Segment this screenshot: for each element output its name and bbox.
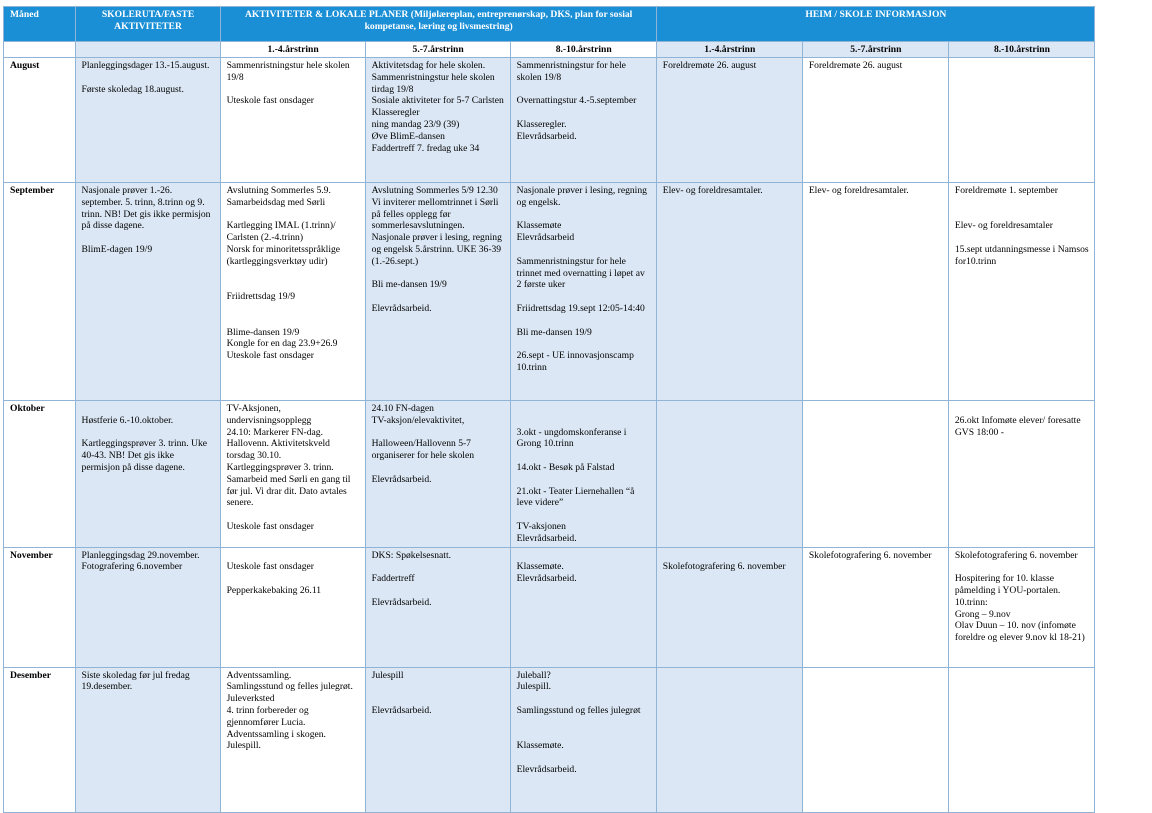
home-8-10-cell — [948, 547, 1094, 667]
activities-1-4-cell — [220, 401, 365, 548]
spacer — [517, 244, 651, 256]
entry-text: Foreldremøte 26. august — [662, 60, 757, 71]
entry-text: Nasjonale prøver i lesing, regning og engelsk 5.årstrinn. UKE 36-39 (1.-26.sept.) — [371, 232, 502, 267]
spacer — [227, 84, 360, 96]
grade-blank-cell — [4, 42, 76, 58]
entry-text: Kartleggingsprøver 3. trinn. Uke 40-43. NB! Det gis ikke permisjon på disse dagene. — [81, 438, 208, 473]
entry-text: Elevrådsarbeid. — [371, 473, 432, 485]
grade-header-row — [4, 42, 1095, 58]
entry-text: Elevrådsarbeid — [516, 232, 575, 244]
entry-text: Uteskole fast onsdager — [226, 520, 314, 532]
entry-text: 14.okt - Besøk på Falstad — [516, 461, 615, 473]
entry-text: Sosiale aktiviteter for 5-7 Carlsten — [371, 95, 504, 107]
month-row — [4, 183, 1095, 401]
activities-5-7-cell — [365, 401, 510, 548]
entry-text: Grong – 9.nov — [954, 608, 1011, 620]
spacer — [82, 232, 215, 244]
entry-text: Siste skoledag før jul fredag 19.desember. — [81, 669, 190, 693]
entry-text: Hospitering for 10. klasse påmelding i YOU-portalen. — [954, 573, 1061, 596]
spacer — [372, 268, 505, 280]
entry-text: Sammenristningstur for hele trinnet med overnatting i løpet av 2 første uker — [516, 255, 645, 291]
home-5-7-cell — [802, 183, 948, 401]
entry-text: BlimE-dagen 19/9 — [81, 243, 153, 255]
entry-text: Kartlegging IMAL (1.trinn)/ Carlsten (2.-4.trinn) — [226, 220, 336, 244]
entry-text: Juleball? — [516, 669, 551, 681]
activities-8-10-cell — [510, 58, 656, 183]
entry-text: Foreldremøte 1. september — [954, 185, 1058, 196]
spacer — [517, 474, 651, 486]
entry-text: Fotografering 6.november — [81, 561, 183, 573]
header-month: Måned — [4, 7, 76, 42]
entry-text: Aktivitetsdag for hele skolen. — [371, 60, 486, 71]
home-8-10-cell — [948, 58, 1094, 183]
spacer — [372, 462, 505, 474]
entry-text: Faddertreff — [371, 573, 415, 585]
home-8-10-cell — [948, 401, 1094, 548]
entry-text: Adventssamling i skogen. — [226, 728, 326, 740]
spacer — [517, 415, 651, 427]
grade-label: 8.-10.årstrinn — [510, 42, 656, 58]
spacer — [372, 291, 505, 303]
entry-text: Klassemøte. — [516, 561, 564, 573]
home-5-7-cell — [802, 58, 948, 183]
spacer — [517, 550, 651, 562]
entry-text: Planleggingsdager 13.-15.august. — [81, 60, 210, 71]
entry-text: Adventssamling. — [226, 669, 292, 681]
month-label: Desember — [4, 667, 76, 812]
spacer — [227, 315, 360, 327]
entry-text: Sammenristningstur hele skolen 19/8 — [226, 60, 350, 83]
home-1-4-cell — [656, 58, 802, 183]
home-5-7-cell — [802, 401, 948, 548]
entry-text: 15.sept utdanningsmesse i Namsos for10.trinn — [954, 243, 1089, 267]
entry-text: Elevrådsarbeid. — [516, 763, 577, 775]
activities-8-10-cell — [510, 667, 656, 812]
spacer — [517, 752, 651, 764]
calendar-cell — [75, 58, 220, 183]
grade-label: 1.-4.årstrinn — [656, 42, 802, 58]
header-activities: AKTIVITETER & LOKALE PLANER (Miljølæreplan, entreprenørskap, DKS, plan for sosial kompetanse, læring og livsmestring) — [220, 7, 656, 42]
entry-text: Planleggingsdag 29.november. — [81, 549, 200, 561]
entry-text: Elevrådsarbeid. — [516, 130, 577, 142]
entry-text: Høstferie 6.-10.oktober. — [81, 414, 174, 426]
entry-text: Julespill — [371, 669, 404, 681]
entry-text: Pepperkakebaking 26.11 — [226, 584, 322, 596]
entry-text: 4. trinn forbereder og gjennomfører Lucia. — [226, 704, 309, 728]
entry-text: 3.okt - ungdomskonferanse i Grong 10.trinn — [516, 426, 627, 450]
entry-text: TV-Aksjonen, undervisningsopplegg — [226, 403, 312, 426]
spacer — [517, 403, 651, 415]
entry-text: Hallovenn. Aktivitetskveld torsdag 30.10. — [226, 438, 330, 462]
entry-text: TV-aksjon/elevaktivitet, — [371, 414, 465, 426]
activities-1-4-cell — [220, 183, 365, 401]
spacer — [372, 561, 505, 573]
entry-text: Avslutning Sommerles 5/9 12.30 — [371, 185, 498, 196]
grade-label: 5.-7.årstrinn — [365, 42, 510, 58]
entry-text: Kongle for en dag 23.9+26.9 — [226, 338, 338, 350]
entry-text: 10.trinn: — [954, 596, 988, 608]
entry-text: Uteskole fast onsdager — [226, 350, 314, 362]
entry-text: Elev- og foreldresamtaler. — [662, 185, 763, 196]
spacer — [517, 84, 651, 96]
month-label: November — [4, 547, 76, 667]
entry-text: Avslutning Sommerles 5.9. Samarbeidsdag med Sørli — [226, 185, 331, 208]
entry-text: 26.okt Infomøte elever/ foresatte GVS 18:00 - — [954, 414, 1081, 438]
entry-text: ning mandag 23/9 (39) — [371, 118, 460, 130]
entry-text: Norsk for minoritetsspråklige (kartleggingsverktøy udir) — [226, 243, 341, 267]
activities-1-4-cell — [220, 58, 365, 183]
home-1-4-cell — [656, 183, 802, 401]
spacer — [517, 338, 651, 350]
spacer — [227, 279, 360, 291]
entry-text: Julespill. — [226, 740, 261, 752]
entry-text: Uteskole fast onsdager — [226, 561, 314, 573]
entry-text: Halloween/Hallovenn 5-7 organiserer for hele skolen — [371, 438, 474, 462]
entry-text: Elevrådsarbeid. — [371, 302, 432, 314]
month-label: September — [4, 183, 76, 401]
spacer — [517, 717, 651, 729]
spacer — [372, 681, 505, 693]
entry-text: Samarbeid med Sørli en gang til før jul. Vi drar dit. Dato avtales senere. — [226, 473, 351, 509]
entry-text: Foreldremøte 26. august — [808, 60, 903, 71]
entry-text: Sammenristningstur for hele skolen 19/8 — [516, 60, 626, 83]
entry-text: Elevrådsarbeid. — [371, 596, 432, 608]
entry-text: Elevrådsarbeid. — [516, 532, 577, 544]
activities-5-7-cell — [365, 58, 510, 183]
entry-text: Samlingsstund og felles julegrøt. — [226, 681, 353, 693]
calendar-cell — [75, 183, 220, 401]
activities-1-4-cell — [220, 547, 365, 667]
entry-text: Klasseregler. — [516, 118, 567, 130]
entry-text: Skolefotografering 6. november — [954, 549, 1078, 561]
activities-5-7-cell — [365, 667, 510, 812]
entry-text: 26.sept - UE innovasjonscamp 10.trinn — [516, 350, 634, 373]
grade-label: 5.-7.årstrinn — [802, 42, 948, 58]
entry-text: Bli me-dansen 19/9 — [371, 279, 447, 291]
spacer — [227, 303, 360, 315]
spacer — [517, 107, 651, 119]
spacer — [517, 450, 651, 462]
spacer — [517, 291, 651, 303]
entry-text: Kartleggingsprøver 3. trinn. — [226, 461, 334, 473]
entry-text: Overnattingstur 4.-5.september — [516, 95, 637, 107]
entry-text: Sammenristningstur hele skolen tirdag 19/8 — [371, 71, 495, 95]
spacer — [955, 209, 1089, 221]
entry-text: Faddertreff 7. fredag uke 34 — [371, 142, 480, 154]
spacer — [372, 693, 505, 705]
spacer — [955, 197, 1089, 209]
entry-text: Første skoledag 18.august. — [81, 83, 184, 95]
entry-text: Klasseregler — [371, 107, 420, 119]
spacer — [372, 427, 505, 439]
month-label: Oktober — [4, 401, 76, 548]
home-5-7-cell — [802, 667, 948, 812]
entry-text: Skolefotografering 6. november — [808, 549, 932, 561]
spacer — [517, 509, 651, 521]
home-1-4-cell — [656, 401, 802, 548]
calendar-cell — [75, 667, 220, 812]
header-school-calendar: SKOLERUTA/FASTE AKTIVITETER — [75, 7, 220, 42]
spacer — [227, 268, 360, 280]
month-row — [4, 401, 1095, 548]
header-row — [4, 7, 1095, 42]
spacer — [82, 427, 215, 439]
month-row — [4, 58, 1095, 183]
spacer — [517, 729, 651, 741]
spacer — [227, 509, 360, 521]
spacer — [955, 561, 1089, 573]
entry-text: Elev- og foreldresamtaler. — [808, 185, 909, 196]
month-label: August — [4, 58, 76, 183]
entry-text: Olav Duun – 10. nov (infomøte foreldre og elever 9.nov kl 18-21) — [954, 620, 1085, 644]
header-home-school: HEIM / SKOLE INFORMASJON — [656, 7, 1094, 42]
entry-text: 24.10 FN-dagen — [371, 403, 434, 414]
entry-text: Øve BlimE-dansen — [371, 130, 445, 142]
grade-blank-cell — [75, 42, 220, 58]
spacer — [663, 550, 797, 562]
entry-text: Elevrådsarbeid. — [371, 704, 432, 716]
activities-5-7-cell — [365, 183, 510, 401]
grade-label: 8.-10.årstrinn — [948, 42, 1094, 58]
entry-text: Nasjonale prøver 1.-26. september. 5. trinn, 8.trinn og 9. trinn. NB! Det gis ikke permisjon på disse dagene. — [81, 185, 211, 232]
entry-text: DKS: Spøkelsesnatt. — [371, 549, 452, 561]
spacer — [227, 209, 360, 221]
entry-text: Blime-dansen 19/9 — [226, 326, 300, 338]
spacer — [82, 72, 215, 84]
home-5-7-cell — [802, 547, 948, 667]
activities-8-10-cell — [510, 547, 656, 667]
entry-text: 21.okt - Teater Liernehallen “å leve videre” — [516, 485, 635, 509]
entry-text: Friidrettsdag 19.sept 12:05-14:40 — [516, 302, 645, 314]
activities-5-7-cell — [365, 547, 510, 667]
spacer — [227, 573, 360, 585]
spacer — [372, 585, 505, 597]
grade-label: 1.-4.årstrinn — [220, 42, 365, 58]
entry-text: Uteskole fast onsdager — [226, 95, 314, 107]
home-1-4-cell — [656, 547, 802, 667]
entry-text: Klassemøte — [516, 220, 562, 232]
entry-text: 24.10: Markerer FN-dag. — [226, 426, 324, 438]
spacer — [955, 403, 1089, 415]
entry-text: Nasjonale prøver i lesing, regning og engelsk. — [516, 185, 647, 208]
entry-text: Vi inviterer mellomtrinnet i Sørli på felles opplegg før sommerlesavslutningen. — [371, 196, 499, 232]
spacer — [955, 232, 1089, 244]
activities-8-10-cell — [510, 183, 656, 401]
entry-text: Bli me-dansen 19/9 — [516, 326, 592, 338]
home-8-10-cell — [948, 667, 1094, 812]
entry-text: Elevrådsarbeid. — [516, 573, 577, 585]
home-1-4-cell — [656, 667, 802, 812]
activities-1-4-cell — [220, 667, 365, 812]
entry-text: Klassemøte. — [516, 740, 564, 752]
entry-text: Skolefotografering 6. november — [662, 561, 786, 573]
spacer — [517, 693, 651, 705]
calendar-cell — [75, 547, 220, 667]
activities-8-10-cell — [510, 401, 656, 548]
month-row — [4, 547, 1095, 667]
spacer — [227, 550, 360, 562]
entry-text: Julespill. — [516, 681, 552, 693]
entry-text: Juleverksted — [226, 693, 275, 705]
entry-text: Friidrettsdag 19/9 — [226, 291, 296, 303]
spacer — [517, 209, 651, 221]
month-row — [4, 667, 1095, 812]
entry-text: Samlingsstund og felles julegrøt — [516, 704, 641, 716]
home-8-10-cell — [948, 183, 1094, 401]
calendar-cell — [75, 401, 220, 548]
year-plan-table — [3, 6, 1095, 813]
spacer — [82, 403, 215, 415]
entry-text: Elev- og foreldresamtaler — [954, 220, 1053, 232]
spacer — [517, 315, 651, 327]
entry-text: TV-aksjonen — [516, 520, 566, 532]
